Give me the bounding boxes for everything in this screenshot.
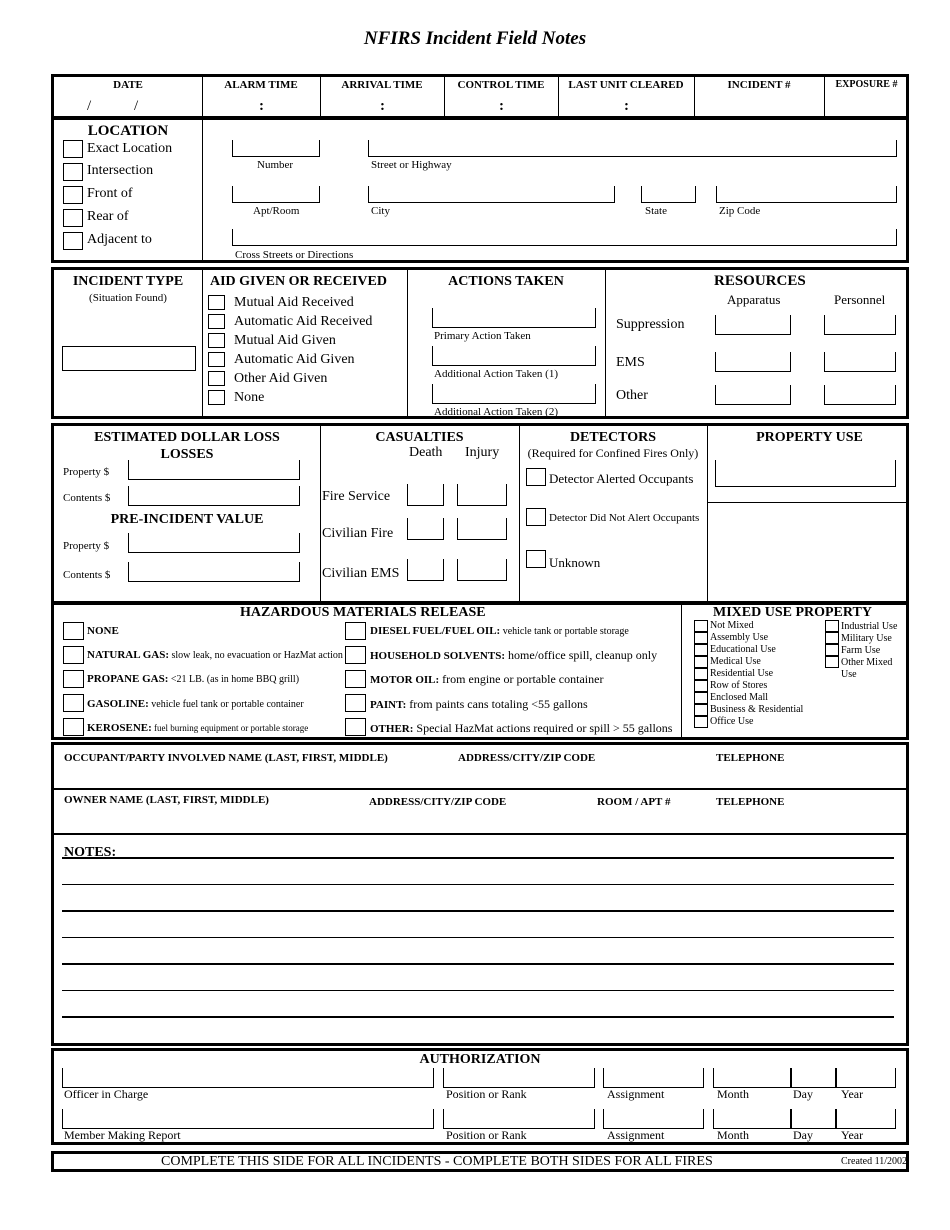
member-year-label: Year [841, 1128, 864, 1142]
resource-label-other: Other [616, 388, 648, 403]
aid-option-none: None [234, 390, 265, 405]
ems-personnel-field[interactable] [824, 352, 896, 372]
mixed-checkbox-medical[interactable] [694, 656, 708, 668]
city-field[interactable] [368, 186, 615, 203]
aid-option-other: Other Aid Given [234, 371, 328, 386]
aid-title: AID GIVEN OR RECEIVED [210, 274, 387, 289]
hazmat-title: HAZARDOUS MATERIALS RELEASE [240, 605, 486, 620]
officer-position-field[interactable] [443, 1068, 595, 1088]
owner-phone-label: TELEPHONE [716, 796, 785, 808]
loss-contents-label: Contents $ [63, 492, 111, 504]
hazmat-checkbox-diesel[interactable] [345, 622, 366, 640]
date-slash-2: / [134, 98, 139, 114]
death-header: Death [409, 445, 443, 460]
occupant-phone-label: TELEPHONE [716, 752, 785, 764]
personnel-header: Personnel [834, 292, 886, 307]
mixed-use-title: MIXED USE PROPERTY [713, 605, 872, 620]
control-time-header: CONTROL TIME [457, 79, 545, 91]
casualties-title: CASUALTIES [375, 430, 464, 445]
officer-assignment-field[interactable] [603, 1068, 704, 1088]
last-unit-cleared-header: LAST UNIT CLEARED [568, 79, 684, 91]
member-assignment-label: Assignment [607, 1128, 665, 1142]
member-day-field[interactable] [791, 1109, 836, 1129]
zip-field[interactable] [716, 186, 897, 203]
aid-checkbox-none[interactable] [208, 390, 225, 405]
casualty-label-fire-service: Fire Service [322, 489, 391, 504]
occupant-name-label: OCCUPANT/PARTY INVOLVED NAME (LAST, FIRST, MIDDLE) [64, 752, 388, 764]
resources-title: RESOURCES [714, 273, 806, 289]
pre-incident-title: PRE-INCIDENT VALUE [110, 512, 264, 527]
mixed-checkbox-assembly[interactable] [694, 632, 708, 644]
primary-action-field[interactable] [432, 308, 596, 328]
incident-type-field[interactable] [62, 346, 196, 371]
owner-name-label: OWNER NAME (LAST, FIRST, MIDDLE) [64, 794, 269, 806]
city-label: City [371, 205, 390, 217]
actions-title: ACTIONS TAKEN [448, 274, 564, 289]
mixed-checkbox-row-of-stores[interactable] [694, 680, 708, 692]
fire-service-death-field[interactable] [407, 484, 444, 506]
additional-action-1-field[interactable] [432, 346, 596, 366]
hazmat-option-diesel: DIESEL FUEL/FUEL OIL: vehicle tank or portable storage [370, 625, 629, 637]
zip-label: Zip Code [719, 205, 761, 217]
mixed-checkbox-other-mixed[interactable] [825, 656, 839, 668]
hazmat-checkbox-none[interactable] [63, 622, 84, 640]
hazmat-option-motor-oil: MOTOR OIL: from engine or portable container [370, 672, 604, 686]
mixed-option-other-mixed-use: Use [841, 669, 857, 680]
detectors-title: DETECTORS [569, 430, 657, 445]
pre-contents-field[interactable] [128, 562, 300, 582]
mixed-checkbox-office[interactable] [694, 716, 708, 728]
location-checkbox-exact[interactable] [63, 140, 83, 158]
casualty-label-civilian-fire: Civilian Fire [322, 526, 394, 541]
number-field[interactable] [232, 140, 320, 157]
mixed-option-residential: Residential Use [710, 668, 774, 679]
hazmat-checkbox-natural-gas[interactable] [63, 646, 84, 664]
member-month-label: Month [717, 1128, 750, 1142]
notes-title: NOTES: [64, 845, 117, 860]
civilian-fire-injury-field[interactable] [457, 518, 507, 540]
mixed-checkbox-not-mixed[interactable] [694, 620, 708, 632]
street-label: Street or Highway [371, 159, 452, 171]
location-title: LOCATION [87, 123, 169, 139]
mixed-option-office: Office Use [710, 716, 754, 727]
loss-section [51, 423, 909, 604]
hazmat-checkbox-kerosene[interactable] [63, 718, 84, 736]
loss-title: ESTIMATED DOLLAR LOSS [94, 430, 280, 445]
location-checkbox-front[interactable] [63, 186, 83, 204]
location-section [51, 117, 909, 263]
location-option-exact: Exact Location [87, 141, 173, 156]
casualty-label-civilian-ems: Civilian EMS [322, 566, 400, 581]
occupant-section [51, 742, 909, 1046]
hazmat-option-propane: PROPANE GAS: <21 LB. (as in home BBQ grill) [87, 673, 300, 685]
mixed-option-enclosed-mall: Enclosed Mall [710, 692, 769, 703]
mixed-option-industrial: Industrial Use [841, 621, 898, 632]
suppression-apparatus-field[interactable] [715, 315, 791, 335]
aid-checkbox-mutual-given[interactable] [208, 333, 225, 348]
alarm-colon: : [259, 98, 264, 114]
location-checkbox-intersection[interactable] [63, 163, 83, 181]
additional-action-2-field[interactable] [432, 384, 596, 404]
resource-label-suppression: Suppression [616, 317, 685, 332]
fire-service-injury-field[interactable] [457, 484, 507, 506]
additional-action-1-label: Additional Action Taken (1) [434, 368, 558, 380]
arrival-colon: : [380, 98, 385, 114]
location-checkbox-adjacent[interactable] [63, 232, 83, 250]
location-option-adjacent: Adjacent to [87, 232, 152, 247]
hazmat-option-other: OTHER: Special HazMat actions required or spill > 55 gallons [370, 721, 673, 735]
alarm-time-header: ALARM TIME [224, 79, 298, 91]
detector-option-unknown: Unknown [549, 555, 601, 570]
property-use-field[interactable] [715, 460, 896, 487]
suppression-personnel-field[interactable] [824, 315, 896, 335]
location-option-intersection: Intersection [87, 163, 154, 178]
mixed-option-other-mixed: Other Mixed [841, 657, 893, 668]
member-year-field[interactable] [836, 1109, 896, 1129]
detector-checkbox-not-alerted[interactable] [526, 508, 546, 526]
owner-room-label: ROOM / APT # [597, 796, 671, 808]
incident-number-header: INCIDENT # [727, 79, 791, 91]
incident-type-title: INCIDENT TYPE [72, 274, 184, 289]
mixed-checkbox-enclosed-mall[interactable] [694, 692, 708, 704]
detectors-subtitle: (Required for Confined Fires Only) [527, 446, 699, 460]
aid-option-mutual-received: Mutual Aid Received [234, 295, 354, 310]
hazmat-checkbox-household-solvents[interactable] [345, 646, 366, 664]
other-apparatus-field[interactable] [715, 385, 791, 405]
incident-type-section [51, 267, 909, 419]
officer-year-label: Year [841, 1087, 864, 1101]
officer-position-label: Position or Rank [446, 1087, 527, 1101]
officer-name-field[interactable] [62, 1068, 434, 1088]
hazmat-option-kerosene: KEROSENE: fuel burning equipment or portable storage [87, 722, 309, 734]
mixed-checkbox-farm[interactable] [825, 644, 839, 656]
officer-month-field[interactable] [713, 1068, 791, 1088]
mixed-checkbox-educational[interactable] [694, 644, 708, 656]
mixed-option-military: Military Use [841, 633, 892, 644]
aid-checkbox-automatic-received[interactable] [208, 314, 225, 329]
primary-action-label: Primary Action Taken [434, 330, 531, 342]
losses-subtitle: LOSSES [160, 447, 214, 462]
pre-property-label: Property $ [63, 540, 110, 552]
location-checkbox-rear[interactable] [63, 209, 83, 227]
exposure-number-header: EXPOSURE # [835, 79, 898, 90]
control-colon: : [499, 98, 504, 114]
mixed-checkbox-residential[interactable] [694, 668, 708, 680]
member-day-label: Day [793, 1128, 813, 1142]
detector-option-not-alerted: Detector Did Not Alert Occupants [549, 512, 700, 524]
street-field[interactable] [368, 140, 897, 157]
civilian-fire-death-field[interactable] [407, 518, 444, 540]
last-unit-colon: : [624, 98, 629, 114]
hazmat-checkbox-motor-oil[interactable] [345, 670, 366, 688]
mixed-checkbox-business-residential[interactable] [694, 704, 708, 716]
member-name-field[interactable] [62, 1109, 434, 1129]
member-month-field[interactable] [713, 1109, 791, 1129]
apt-label: Apt/Room [253, 205, 300, 217]
location-option-front: Front of [87, 186, 133, 201]
officer-label: Officer in Charge [64, 1087, 149, 1101]
hazmat-option-gasoline: GASOLINE: vehicle fuel tank or portable container [87, 698, 304, 710]
location-option-rear: Rear of [87, 209, 129, 224]
date-header: DATE [113, 79, 143, 91]
state-field[interactable] [641, 186, 696, 203]
property-use-title: PROPERTY USE [756, 430, 863, 445]
officer-month-label: Month [717, 1087, 750, 1101]
hazmat-checkbox-propane[interactable] [63, 670, 84, 688]
mixed-option-row-of-stores: Row of Stores [710, 680, 768, 691]
footer-created: Created 11/2002 [841, 1156, 908, 1167]
occupant-address-label: ADDRESS/CITY/ZIP CODE [458, 752, 596, 764]
mixed-option-medical: Medical Use [710, 656, 761, 667]
pre-contents-label: Contents $ [63, 569, 111, 581]
member-assignment-field[interactable] [603, 1109, 704, 1129]
officer-day-label: Day [793, 1087, 813, 1101]
loss-contents-field[interactable] [128, 486, 300, 506]
aid-option-automatic-received: Automatic Aid Received [234, 314, 373, 329]
mixed-option-business-residential: Business & Residential [710, 704, 804, 715]
member-position-field[interactable] [443, 1109, 595, 1129]
aid-checkbox-automatic-given[interactable] [208, 352, 225, 367]
hazmat-section [51, 602, 909, 740]
mixed-checkbox-military[interactable] [825, 632, 839, 644]
form-title: NFIRS Incident Field Notes [363, 28, 587, 49]
hazmat-option-none: NONE [87, 625, 119, 637]
top-row-section [51, 74, 909, 119]
injury-header: Injury [465, 445, 500, 460]
authorization-title: AUTHORIZATION [419, 1052, 541, 1067]
apt-field[interactable] [232, 186, 320, 203]
pre-property-field[interactable] [128, 533, 300, 553]
footer-text: COMPLETE THIS SIDE FOR ALL INCIDENTS - COMPLETE BOTH SIDES FOR ALL FIRES [161, 1154, 713, 1169]
mixed-option-educational: Educational Use [710, 644, 776, 655]
incident-type-subtitle: (Situation Found) [89, 292, 167, 304]
footer-bar [51, 1151, 909, 1172]
civilian-ems-injury-field[interactable] [457, 559, 507, 581]
detector-checkbox-unknown[interactable] [526, 550, 546, 568]
hazmat-option-natural-gas: NATURAL GAS: slow leak, no evacuation or HazMat action [87, 649, 343, 661]
arrival-time-header: ARRIVAL TIME [341, 79, 423, 91]
hazmat-checkbox-gasoline[interactable] [63, 694, 84, 712]
number-label: Number [257, 159, 294, 171]
cross-streets-field[interactable] [232, 229, 897, 246]
loss-property-label: Property $ [63, 466, 110, 478]
aid-checkbox-other[interactable] [208, 371, 225, 386]
detector-option-alerted: Detector Alerted Occupants [549, 471, 694, 486]
date-slash-1: / [87, 98, 92, 114]
officer-assignment-label: Assignment [607, 1087, 665, 1101]
aid-option-mutual-given: Mutual Aid Given [234, 333, 336, 348]
hazmat-option-paint: PAINT: from paints cans totaling <55 gallons [370, 697, 588, 711]
loss-property-field[interactable] [128, 460, 300, 480]
cross-streets-label: Cross Streets or Directions [235, 249, 354, 261]
hazmat-option-household-solvents: HOUSEHOLD SOLVENTS: home/office spill, cleanup only [370, 648, 658, 662]
hazmat-checkbox-other[interactable] [345, 718, 366, 736]
mixed-option-assembly: Assembly Use [710, 632, 769, 643]
resource-label-ems: EMS [616, 355, 645, 370]
civilian-ems-death-field[interactable] [407, 559, 444, 581]
detector-checkbox-alerted[interactable] [526, 468, 546, 486]
ems-apparatus-field[interactable] [715, 352, 791, 372]
officer-day-field[interactable] [791, 1068, 836, 1088]
owner-address-label: ADDRESS/CITY/ZIP CODE [369, 796, 507, 808]
aid-option-automatic-given: Automatic Aid Given [234, 352, 355, 367]
mixed-checkbox-industrial[interactable] [825, 620, 839, 632]
officer-year-field[interactable] [836, 1068, 896, 1088]
apparatus-header: Apparatus [727, 292, 781, 307]
member-position-label: Position or Rank [446, 1128, 527, 1142]
other-personnel-field[interactable] [824, 385, 896, 405]
state-label: State [645, 205, 667, 217]
member-label: Member Making Report [64, 1128, 181, 1142]
aid-checkbox-mutual-received[interactable] [208, 295, 225, 310]
additional-action-2-label: Additional Action Taken (2) [434, 406, 558, 418]
hazmat-checkbox-paint[interactable] [345, 694, 366, 712]
authorization-section [51, 1048, 909, 1145]
mixed-option-not-mixed: Not Mixed [710, 620, 754, 631]
mixed-option-farm: Farm Use [841, 645, 881, 656]
